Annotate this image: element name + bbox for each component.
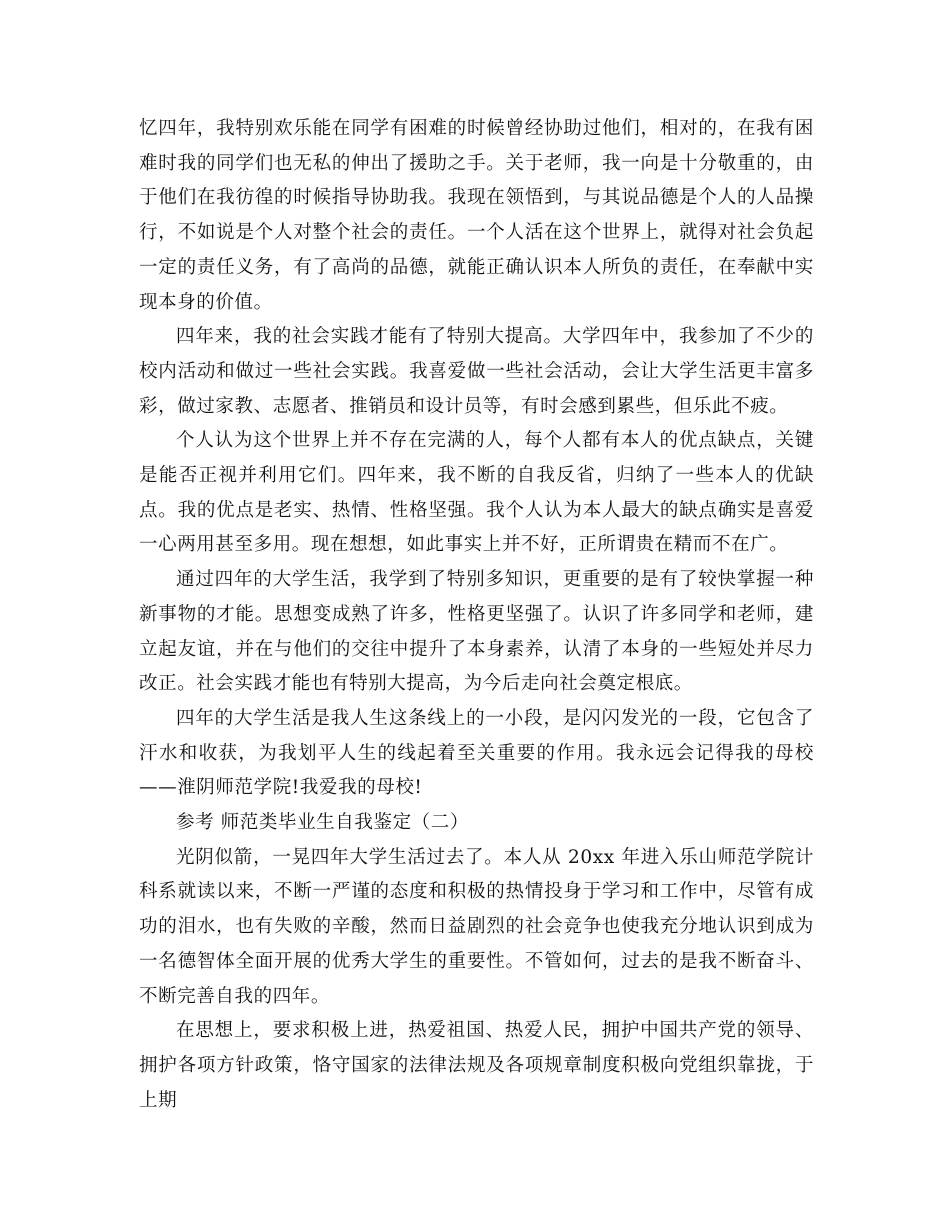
section-heading: 参考 师范类毕业生自我鉴定（二） xyxy=(176,812,469,834)
paragraph-ideology: 在思想上，要求积极上进，热爱祖国、热爱人民，拥护中国共产党的领导、拥护各项方针政策，恪守国家的法律法规及各项规章制度积极向党组织靠拢，于上期 xyxy=(139,1020,814,1111)
paragraph-university-life: 通过四年的大学生活，我学到了特别多知识，更重要的是有了较快掌握一种新事物的才能。思想变成熟了许多，性格更坚强了。认识了许多同学和老师，建立起友谊，并在与他们的交往中提升了本身素养，认清了本身的一些短处并尽力改正。社会实践才能也有特别大提高，为今后走向社会奠定根底。 xyxy=(139,569,814,695)
document-body xyxy=(139,112,814,1118)
paragraph-alma-mater: 四年的大学生活是我人生这条线上的一小段，是闪闪发光的一段，它包含了汗水和收获，为我划平人生的线起着至关重要的作用。我永远会记得我的母校——淮阴师范学院!我爱我的母校! xyxy=(139,707,814,799)
paragraph-four-years: 光阴似箭，一晃四年大学生活过去了。本人从 20xx 年进入乐山师范学院计科系就读以来，不断一严谨的态度和积极的热情投身于学习和工作中，尽管有成功的泪水，也有失败的辛酸，然而日益剧烈的社会竞争也使我充分地认识到成为一名德智体全面开展的优秀大学生的重要性。不管如何，过去的是我不断奋斗、不断完善自我的四年。 xyxy=(139,846,814,1007)
paragraph-continuation: 忆四年，我特别欢乐能在同学有困难的时候曾经协助过他们，相对的，在我有困难时我的同学们也无私的伸出了援助之手。关于老师，我一向是十分敬重的，由于他们在我彷徨的时候指导协助我。我现在领悟到，与其说品德是个人的人品操行，不如说是个人对整个社会的责任。一个人活在这个世界上，就得对社会负起一定的责任义务，有了高尚的品德，就能正确认识本人所负的责任，在奉献中实现本身的价值。 xyxy=(139,118,814,313)
paragraph-social-practice: 四年来，我的社会实践才能有了特别大提高。大学四年中，我参加了不少的校内活动和做过一些社会实践。我喜爱做一些社会活动，会让大学生活更丰富多彩，做过家教、志愿者、推销员和设计员等，有时会感到累些，但乐此不疲。 xyxy=(139,326,814,417)
paragraph-strengths-weaknesses: 个人认为这个世界上并不存在完满的人，每个人都有本人的优点缺点，关键是能否正视并利用它们。四年来，我不断的自我反省，归纳了一些本人的优缺点。我的优点是老实、热情、性格坚强。我个人认为本人最大的缺点确实是喜爱一心两用甚至多用。现在想想，如此事实上并不好，正所谓贵在精而不在广。 xyxy=(139,430,814,556)
